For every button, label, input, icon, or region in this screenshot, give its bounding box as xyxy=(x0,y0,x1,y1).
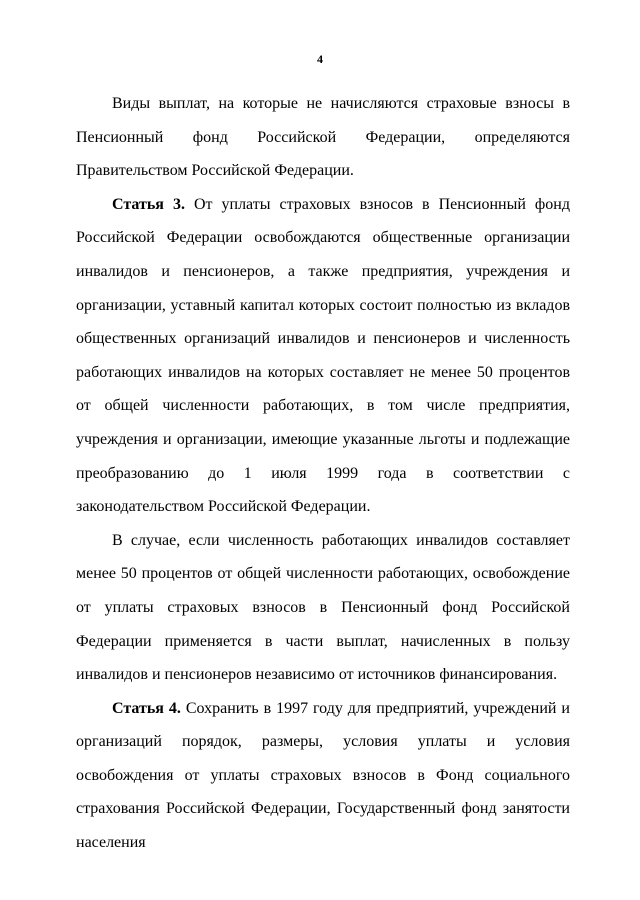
paragraph-text: В случае, если численность работающих инвалидов составляет менее 50 процентов от общей численности работающих, освобождение от уплаты страховых взносов в Пенсионный фонд Российской Федерации применяется в части выплат, начисленных в пользу инвалидов и пенсионеров независимо от источников финансирования. xyxy=(76,531,570,684)
page-number: 4 xyxy=(317,52,323,66)
paragraph-article-4 xyxy=(76,692,570,860)
paragraph-text: Виды выплат, на которые не начисляются страховые взносы в Пенсионный фонд Российской Федерации, определяются Правительством Российской Федерации. xyxy=(76,95,570,180)
article-label: Статья 4. xyxy=(112,699,181,717)
paragraph-article-3 xyxy=(76,188,570,524)
article-label: Статья 3. xyxy=(112,195,185,213)
paragraph-text: От уплаты страховых взносов в Пенсионный фонд Российской Федерации освобождаются общественные организации инвалидов и пенсионеров, а также предприятия, учреждения и организации, уставный капитал которых состоит полностью из вкладов общественных организаций инвалидов и пенсионеров и численность работающих инвалидов на которых составляет не менее 50 процентов от общей численности работающих, в том числе предприятия, учреждения и организации, имеющие указанные льготы и подлежащие преобразованию до 1 июля 1999 года в соответствии с законодательством Российской Федерации. xyxy=(76,195,571,516)
paragraph-payment-types xyxy=(76,87,570,188)
paragraph-partial-exemption xyxy=(76,524,570,692)
document-body xyxy=(76,87,570,860)
paragraph-text: Сохранить в 1997 году для предприятий, учреждений и организаций порядок, размеры, условия уплаты и условия освобождения от уплаты страховых взносов в Фонд социального страхования Российской Федерации, Государственный фонд занятости населения xyxy=(76,699,570,852)
